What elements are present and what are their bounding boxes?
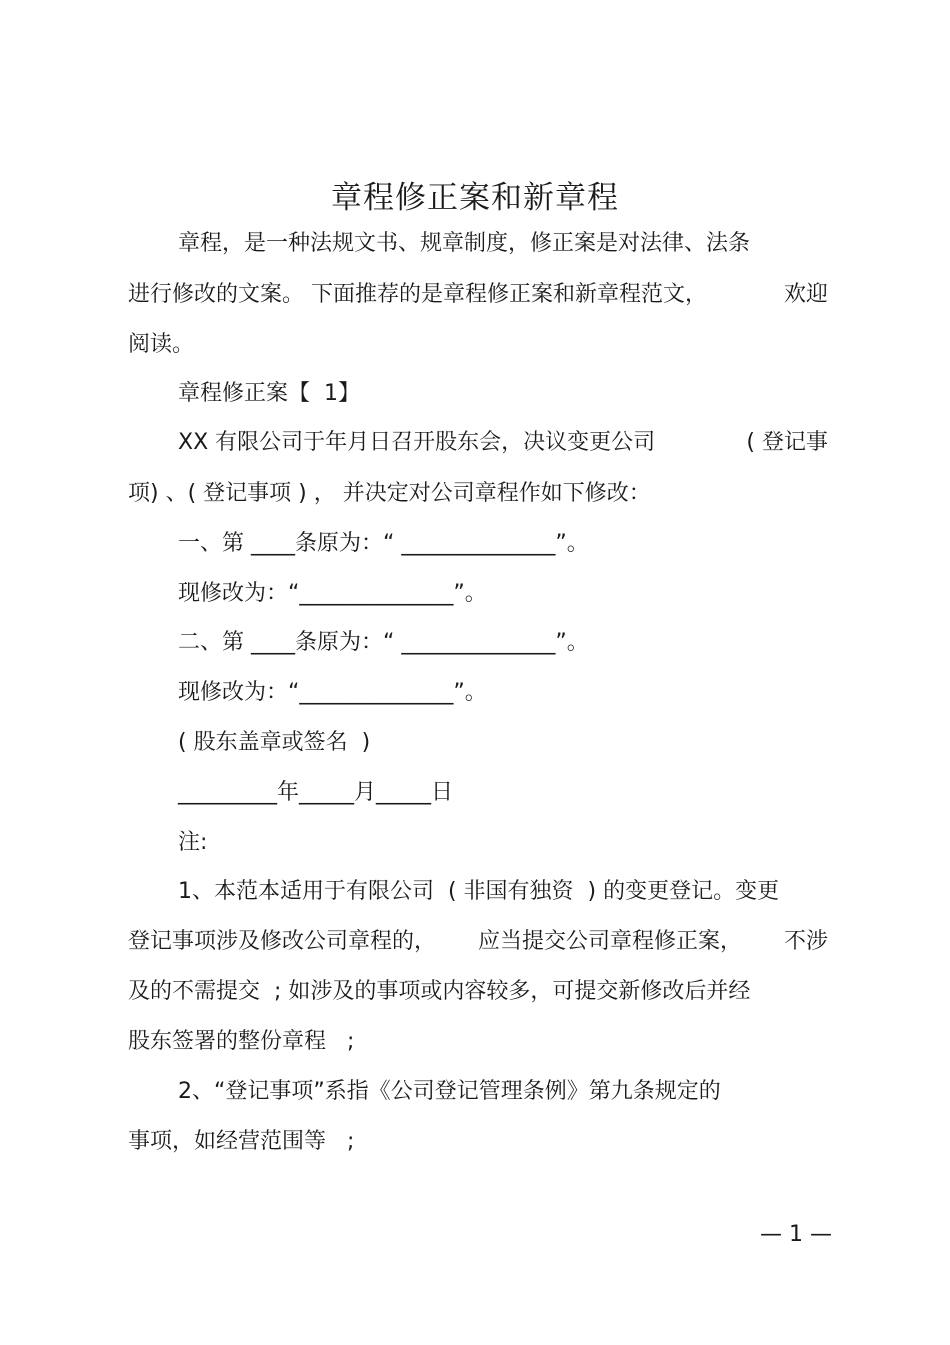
note-label: 注: <box>178 830 208 855</box>
item-1-original: 一、第 ____条原为：“ ______________”。 <box>178 531 589 556</box>
item-2-modified: 现修改为：“______________”。 <box>178 680 487 705</box>
note2-line-1: 2、“登记事项”系指《公司登记管理条例》第九条规定的 <box>178 1079 721 1104</box>
note2-line-2: 事项，如经营范围等 ; <box>128 1129 355 1154</box>
note1-line-4: 股东签署的整份章程 ; <box>128 1029 355 1054</box>
note1-line-2-c: 不涉 <box>783 929 828 954</box>
signature-line: ( 股东盖章或签名 ) <box>178 730 371 755</box>
item-2-original: 二、第 ____条原为：“ ______________”。 <box>178 630 589 655</box>
section-heading: 章程修正案【 1】 <box>178 381 360 406</box>
note1-line-3: 及的不需提交 ; 如涉及的事项或内容较多，可提交新修改后并经 <box>128 979 751 1004</box>
para1-line-1-text: XX 有限公司于年月日召开股东会，决议变更公司 <box>178 430 656 455</box>
document-title: 章程修正案和新章程 <box>331 180 619 216</box>
intro-line-2 <box>128 280 828 310</box>
para1-line-2: 项) 、( 登记事项 ) ， 并决定对公司章程作如下修改： <box>128 481 651 506</box>
note1-line-2 <box>128 927 828 957</box>
note1-line-2-a: 登记事项涉及修改公司章程的， <box>128 929 437 954</box>
para1-line-1 <box>178 428 828 458</box>
date-line: _________年_____月_____日 <box>178 780 454 805</box>
note1-line-2-b: 应当提交公司章程修正案， <box>477 929 742 954</box>
page-number: — 1 — <box>760 1222 832 1247</box>
note1-line-1: 1、本范本适用于有限公司 ( 非国有独资 ) 的变更登记。变更 <box>178 879 780 904</box>
intro-line-3: 阅读。 <box>128 332 195 357</box>
intro-line-2-end: 欢迎 <box>783 282 828 307</box>
intro-line-1: 章程，是一种法规文书、规章制度，修正案是对法律、法条 <box>178 231 751 256</box>
para1-line-1-end: ( 登记事 <box>746 430 828 455</box>
item-1-modified: 现修改为：“______________”。 <box>178 581 487 606</box>
intro-line-2-text: 进行修改的文案。 下面推荐的是章程修正案和新章程范文， <box>128 282 707 307</box>
